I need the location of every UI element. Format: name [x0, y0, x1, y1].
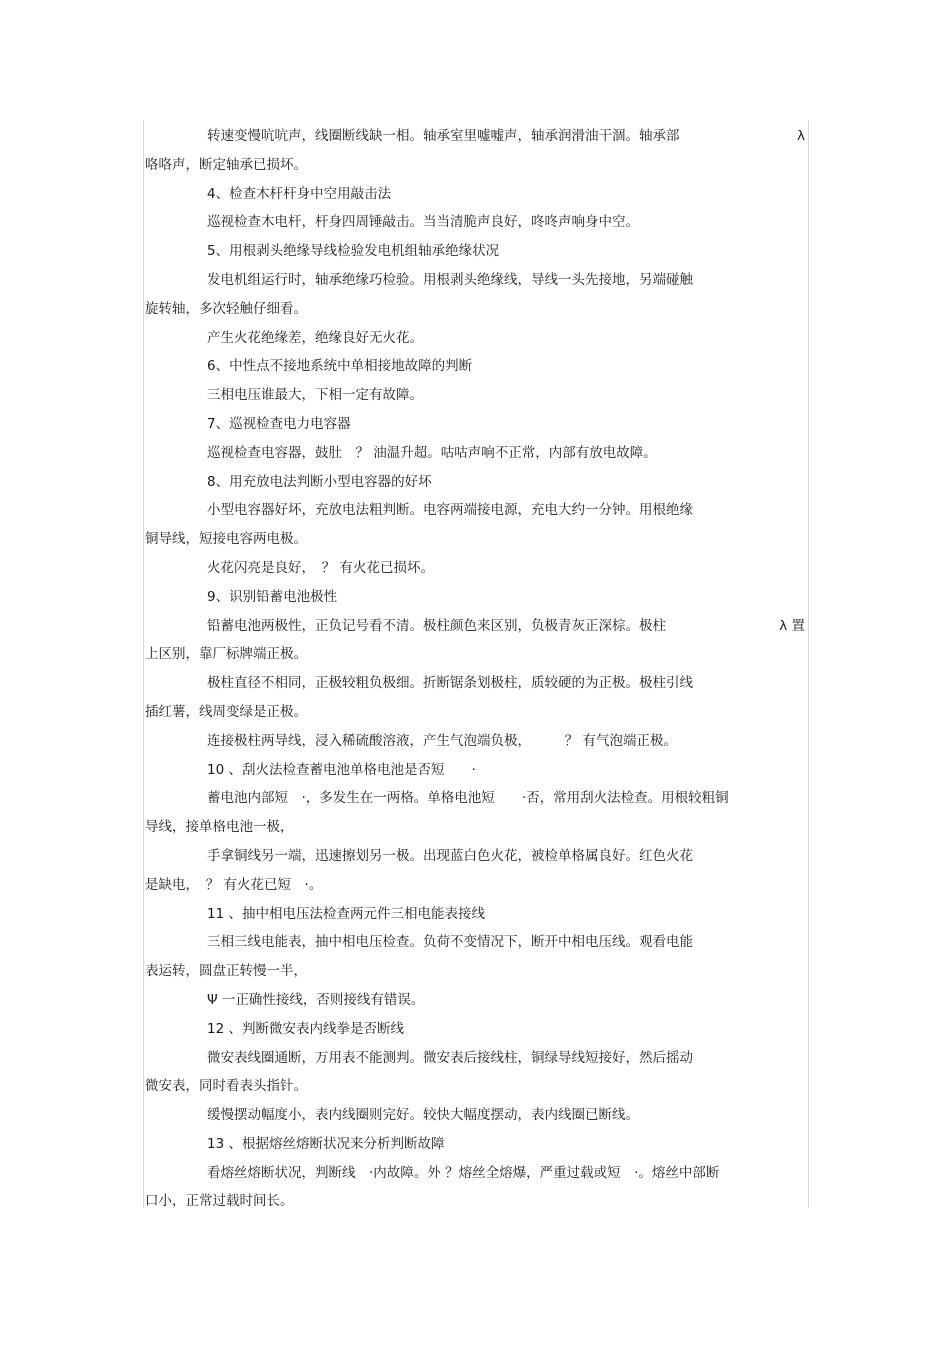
- text-line: [145, 900, 807, 929]
- line-tail-text: λ: [797, 128, 805, 144]
- line-text: 三相电压谁最大，下相一定有故障。: [207, 387, 423, 404]
- line-text: 巡视检查木电杆，杆身四周锤敲击。当当清脆声良好，咚咚声响身中空。: [207, 214, 639, 231]
- line-tail-text: λ 置: [779, 617, 805, 634]
- line-text: 极柱直径不相同，正极较粗负极细。折断锯条划极柱，质较硬的为正极。极柱引线: [207, 675, 693, 692]
- line-text: 4、检查木杆杆身中空用敲击法: [207, 185, 392, 202]
- text-line: [145, 352, 807, 381]
- line-text: 8、用充放电法判断小型电容器的好坏: [207, 473, 432, 490]
- text-line: [145, 957, 807, 986]
- text-line: [145, 928, 807, 957]
- text-line: [145, 208, 807, 237]
- line-text: 表运转，圆盘正转慢一半，: [145, 963, 307, 980]
- line-text: 看熔丝熔断状况，判断线 ·内故障。外 ？熔丝全熔爆，严重过载或短 ·。熔丝中部断: [207, 1164, 720, 1181]
- text-line: [145, 1101, 807, 1130]
- text-line: [145, 410, 807, 439]
- text-line: [145, 122, 807, 151]
- text-line: [145, 612, 807, 641]
- text-line: [145, 554, 807, 583]
- text-line: [145, 525, 807, 554]
- line-text: 是缺电， ？ 有火花已短 ·。: [145, 876, 323, 893]
- text-line: [145, 583, 807, 612]
- text-line: [145, 784, 807, 813]
- line-text: 上区别，靠厂标牌端正极。: [145, 646, 307, 663]
- text-line: [145, 1072, 807, 1101]
- line-text: 手拿铜线另一端，迅速擦划另一极。出现蓝白色火花，被检单格属良好。红色火花: [207, 847, 693, 864]
- text-line: [145, 669, 807, 698]
- line-text: 5、用根剥头绝缘导线检验发电机组轴承绝缘状况: [207, 243, 500, 260]
- text-line: [145, 381, 807, 410]
- line-text: 13 、根据熔丝熔断状况来分析判断故障: [207, 1135, 445, 1152]
- text-line: [145, 756, 807, 785]
- text-line: [145, 1187, 807, 1216]
- line-text: 口小，正常过载时间长。: [145, 1193, 294, 1210]
- line-text: 9、识别铅蓄电池极性: [207, 588, 338, 605]
- line-text: 连接极柱两导线，浸入稀硫酸溶液，产生气泡端负极， ？ 有气泡端正极。: [207, 732, 678, 749]
- line-text: 巡视检查电容器，鼓肚 ？ 油温升超。咕咕声响不正常，内部有放电故障。: [207, 444, 657, 461]
- line-text: 小型电容器好坏，充放电法粗判断。电容两端接电源，充电大约一分钟。用根绝缘: [207, 502, 693, 519]
- line-text: 咯咯声，断定轴承已损坏。: [145, 156, 307, 173]
- text-line: [145, 237, 807, 266]
- line-text: 蓄电池内部短 ·，多发生在一两格。单格电池短 ·否，常用刮火法检查。用根较粗铜: [207, 790, 729, 807]
- line-text: 旋转轴，多次轻触仔细看。: [145, 300, 307, 317]
- text-line: [145, 496, 807, 525]
- line-text: 插红薯，线周变绿是正极。: [145, 703, 307, 720]
- line-text: 缓慢摆动幅度小，表内线圈则完好。较快大幅度摆动，表内线圈已断线。: [207, 1107, 639, 1124]
- text-line: [145, 986, 807, 1015]
- text-line: [145, 698, 807, 727]
- document-body: [145, 122, 807, 1216]
- text-line: [145, 468, 807, 497]
- line-text: 10 、刮火法检查蓄电池单格电池是否短 ·: [207, 761, 476, 778]
- line-text: 产生火花绝缘差，绝缘良好无火花。: [207, 329, 423, 346]
- line-text: 6、中性点不接地系统中单相接地故障的判断: [207, 358, 473, 375]
- text-line: [145, 813, 807, 842]
- line-text: Ψ 一正确性接线，否则接线有错误。: [207, 991, 425, 1008]
- text-line: [145, 727, 807, 756]
- text-line: [145, 324, 807, 353]
- text-line: [145, 871, 807, 900]
- line-text: 微安表线圈通断，万用表不能测判。微安表后接线柱，铜绿导线短接好，然后摇动: [207, 1049, 693, 1066]
- line-text: 火花闪亮是良好， ？ 有火花已损坏。: [207, 559, 435, 576]
- line-text: 7、巡视检查电力电容器: [207, 415, 351, 432]
- line-text: 三相三线电能表，抽中相电压检查。负荷不变情况下，断开中相电压线。观看电能: [207, 934, 693, 951]
- text-line: [145, 1044, 807, 1073]
- line-text: 11 、抽中相电压法检查两元件三相电能表接线: [207, 905, 485, 922]
- line-text: 导线，接单格电池一极，: [145, 819, 294, 836]
- text-line: [145, 842, 807, 871]
- text-line: [145, 295, 807, 324]
- text-line: [145, 439, 807, 468]
- line-text: 铜导线，短接电容两电极。: [145, 531, 307, 548]
- text-line: [145, 180, 807, 209]
- line-text: 微安表，同时看表头指针。: [145, 1078, 307, 1095]
- line-text: 12 、判断微安表内线拳是否断线: [207, 1020, 404, 1037]
- line-text: 铅蓄电池两极性，正负记号看不清。极柱颜色来区别，负极青灰正深棕。极柱: [207, 617, 666, 634]
- line-text: 发电机组运行时，轴承绝缘巧检验。用根剥头绝缘线，导线一头先接地，另端碰触: [207, 271, 693, 288]
- text-line: [145, 1159, 807, 1188]
- text-line: [145, 151, 807, 180]
- text-line: [145, 1130, 807, 1159]
- text-line: [145, 1015, 807, 1044]
- text-line: [145, 640, 807, 669]
- line-text: 转速变慢吭吭声，线圈断线缺一相。轴承室里嘘嘘声，轴承润滑油干涸。轴承部: [207, 128, 680, 144]
- text-line: [145, 266, 807, 295]
